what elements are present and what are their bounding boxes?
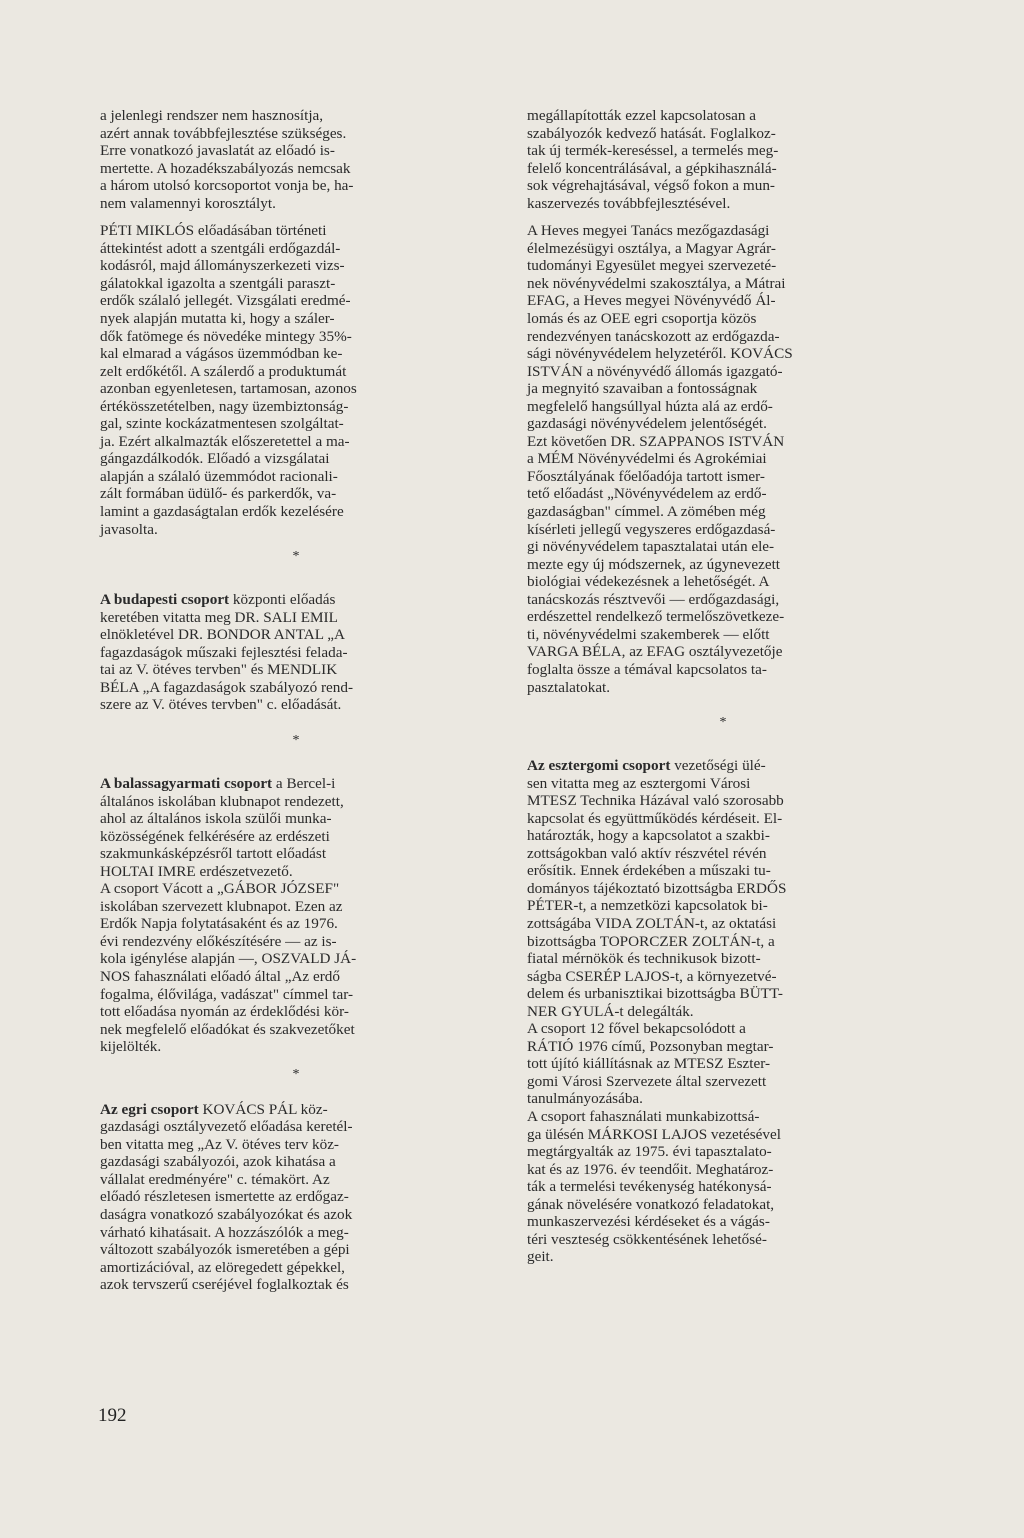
paragraph-fahasznalati-munkabizottsag: A csoport fahasználati munkabizottsá- ga ülésén MÁRKOSI LAJOS vezetésével megtárgyalták az 1975. évi tapasztalato- kat és az 1976. év teendőit. Meghatároz- ták a termelési tevékenység hatékonysá- gának növelésére vonatkozó feladatokat, munkaszervezési kérdéseket és a vágás- téri veszteség csökkentésének lehetősé- geit.	[527, 1107, 781, 1266]
group-heading-eger: Az egri csoport	[100, 1100, 199, 1118]
paragraph-esztergom-body: vezetőségi ülé- sen vitatta meg az esztergomi Városi MTESZ Technika Házával való szorosabb kapcsolat és együttműködés kérdéseit. El- határozták, hogy a kapcsolatot a szakbi- zottságokban való aktív részvétel révén erősítik. Ennek érdekében a műszaki tu- dományos tájékoztató bizottságba ERDŐS PÉTER-t, a nemzetközi kapcsolatok bi- zottságába VIDA ZOLTÁN-t, az oktatási bizottságba TOPORCZER ZOLTÁN-t, a fiatal mérnökök és technikusok bizott- ságba CSERÉP LAJOS-t, a környezetvé- delem és urbanisztikai bizottságba BÜTT- NER GYULÁ-t delegálták.	[527, 757, 787, 1020]
paragraph-hozadek: a jelenlegi rendszer nem hasznosítja, azért annak továbbfejlesztése szükséges. Erre vonatkozó javaslatát az előadó is- mertette. A hozadékszabályozás nemcsak a három utolsó korcsoportot vonja be, ha- nem valamennyi korosztályt.	[100, 107, 354, 212]
left-column	[100, 107, 492, 1294]
paragraph-egri-csoport	[100, 1101, 492, 1294]
group-heading-esztergom: Az esztergomi csoport	[527, 757, 671, 775]
paragraph-balassagyarmati-csoport	[100, 775, 492, 880]
paragraph-szabalyozok-hatasa: megállapították ezzel kapcsolatosan a szabályozók kedvező hatását. Foglalkoz- tak új termék-kereséssel, a termelés meg- felelő koncentrálásával, a gépkihasználá- sok végrehajtásával, végső fokon a mun- kaszervezés továbbfejlesztésével.	[527, 107, 779, 212]
paragraph-esztergomi-csoport	[527, 757, 919, 1020]
paragraph-eger-body: KOVÁCS PÁL köz- gazdasági osztályvezető előadása keretél- ben vitatta meg „Az V. ötéves terv köz- gazdasági szabályozói, azok kihatása a vállalat eredményére" c. témakört. Az előadó részletesen ismertette az erdőgaz- daságra vonatkozó szabályozókat és azok várható kihatásait. A hozzászólók a meg- változott szabályozók ismeretében a gépi amortizációval, az elöregedett gépekkel, azok tervszerű cseréjével foglalkoztak és	[100, 1100, 353, 1294]
paragraph-budapesti-csoport	[100, 591, 492, 714]
section-separator: *	[292, 732, 300, 748]
section-separator: *	[292, 1066, 300, 1082]
section-separator: *	[719, 715, 727, 731]
paragraph-budapest-body: központi előadás keretében vitatta meg DR. SALI EMIL elnökletével DR. BONDOR ANTAL „A fagazdaságok műszaki fejlesztési felada- tai az V. ötéves tervben" és MENDLIK BÉLA „A fagazdaságok szabályozó rend- szere az V. ötéves tervben" c. előadását.	[100, 591, 354, 714]
right-column	[527, 107, 919, 1266]
paragraph-heves-megye: A Heves megyei Tanács mezőgazdasági élelmezésügyi osztálya, a Magyar Agrár- tudományi Egyesület megyei szervezeté- nek növényvédelmi szakosztálya, a Mátrai EFAG, a Heves megyei Növényvédő Ál- lomás és az OEE egri csoportja közös rendezvényen tanácskozott az erdőgazda- sági növényvédelem helyzetéről. KOVÁCS ISTVÁN a növényvédő állomás igazgató- ja megnyitó szavaiban a fontosságnak megfelelő hangsúllyal húzta alá az erdő- gazdasági növényvédelem jelentőségét. Ezt követően DR. SZAPPANOS ISTVÁN a MÉM Növényvédelmi és Agrokémiai Főosztályának főelőadója tartott ismer- tető előadást „Növényvédelem az erdő- gazdaságban" címmel. A zömében még kísérleti jellegű vegyszeres erdőgazdasá- gi növényvédelem tapasztalatai után ele- mezte egy új módszernek, az úgynevezett biológiai védekezésnek a lehetőségét. A tanácskozás résztvevői — erdőgazdasági, erdészettel rendelkező termelőszövetkeze- ti, növényvédelmi szakemberek — előtt VARGA BÉLA, az EFAG osztályvezetője foglalta össze a témával kapcsolatos ta- pasztalatokat.	[527, 222, 793, 696]
paragraph-balassagyarmat-body: a Bercel-i általános iskolában klubnapot rendezett, ahol az általános iskola szülői munka- közösségének felkérésére az erdészeti szakmunkásképzésről tartott előadást HOLTAI IMRE erdészetvezető.	[100, 774, 344, 880]
paragraph-ratio-1976: A csoport 12 fővel bekapcsolódott a RÁTIÓ 1976 című, Pozsonyban megtar- tott újító kiállításnak az MTESZ Eszter- gomi Városi Szervezete által szervezett tanulmányozásába.	[527, 1020, 774, 1108]
group-heading-budapest: A budapesti csoport	[100, 591, 230, 609]
section-separator: *	[292, 549, 300, 565]
page-number: 192	[98, 1405, 127, 1426]
group-heading-balassagyarmat: A balassagyarmati csoport	[100, 774, 273, 792]
paragraph-vac-klubnap: A csoport Vácott a „GÁBOR JÓZSEF" iskolában szervezett klubnapot. Ezen az Erdők Napja folytatásaként és az 1976. évi rendezvény előkészítésére — az is- kola igénylése alapján —, OSZVALD JÁ- NOS fahasználati előadó által „Az erdő fogalma, élővilága, vadászat" címmel tar- tott előadása nyomán az érdeklődési kör- nek megfelelő előadókat és szakvezetőket kijelölték.	[100, 880, 357, 1056]
paragraph-peti-miklos: PÉTI MIKLÓS előadásában történeti áttekintést adott a szentgáli erdőgazdál- kodásról, majd állományszerkezeti vizs- gálatokkal igazolta a szentgáli paraszt- erdők szálaló jellegét. Vizsgálati eredmé- nyek alapján mutatta ki, hogy a száler- dők fatömege és növedéke mintegy 35%- kal elmarad a vágásos üzemmódban ke- zelt erdőkétől. A szálerdő a produktumát azonban egyenletesen, tartamosan, azonos értékösszetételben, nagy üzembiztonság- gal, szinte kockázatmentesen szolgáltat- ja. Ezért alkalmazták előszeretettel a ma- gángazdálkodók. Előadó a vizsgálatai alapján a szálaló üzemmódot racionali- zált formában üdülő- és parkerdők, va- lamint a gazdaságtalan erdők kezelésére javasolta.	[100, 222, 357, 538]
